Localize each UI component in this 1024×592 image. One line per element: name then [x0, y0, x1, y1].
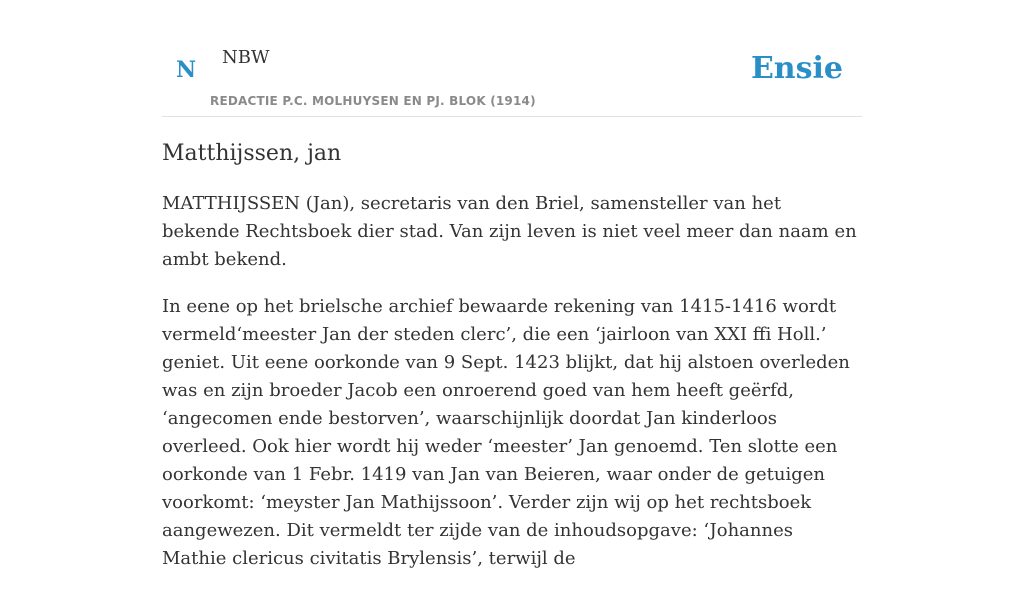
article-paragraph: MATTHIJSSEN (Jan), secretaris van den Briel, samensteller van het bekende Rechtsboek dier stad. Van zijn leven is niet veel meer dan naam en ambt bekend.: [162, 193, 857, 270]
source-subtitle: REDACTIE P.C. MOLHUYSEN EN PJ. BLOK (1914): [210, 94, 536, 108]
article-paragraph: In eene op het brielsche archief bewaarde rekening van 1415-1416 wordt vermeld‘meester Jan der steden clerc’, die een ‘jairloon van XXI ffi Holl.’ geniet. Uit eene oorkonde van 9 Sept. 1423 blijkt, dat hij alstoen overleden was en zijn broeder Jacob een onroerend goed van hem heeft geërfd, ‘angecomen ende bestorven’, waarschijnlijk doordat Jan kinderloos overleed. Ook hier wordt hij weder ‘meester’ Jan genoemd. Ten slotte een oorkonde van 1 Febr. 1419 van Jan van Beieren, waar onder de getuigen voorkomt: ‘meyster Jan Mathijssoon’. Verder zijn wij op het rechtsboek aangewezen. Dit vermeldt ter zijde van de inhoudsopgave: ‘Johannes Mathie clericus civitatis Brylensis’, terwijl de: [162, 296, 850, 569]
brand-logo[interactable]: Ensie: [750, 51, 843, 86]
article-title: Matthijssen, jan: [162, 141, 342, 166]
source-logo-icon[interactable]: N: [176, 57, 197, 83]
article: [162, 138, 862, 592]
site-header: [162, 0, 862, 117]
source-name[interactable]: NBW: [222, 47, 270, 68]
